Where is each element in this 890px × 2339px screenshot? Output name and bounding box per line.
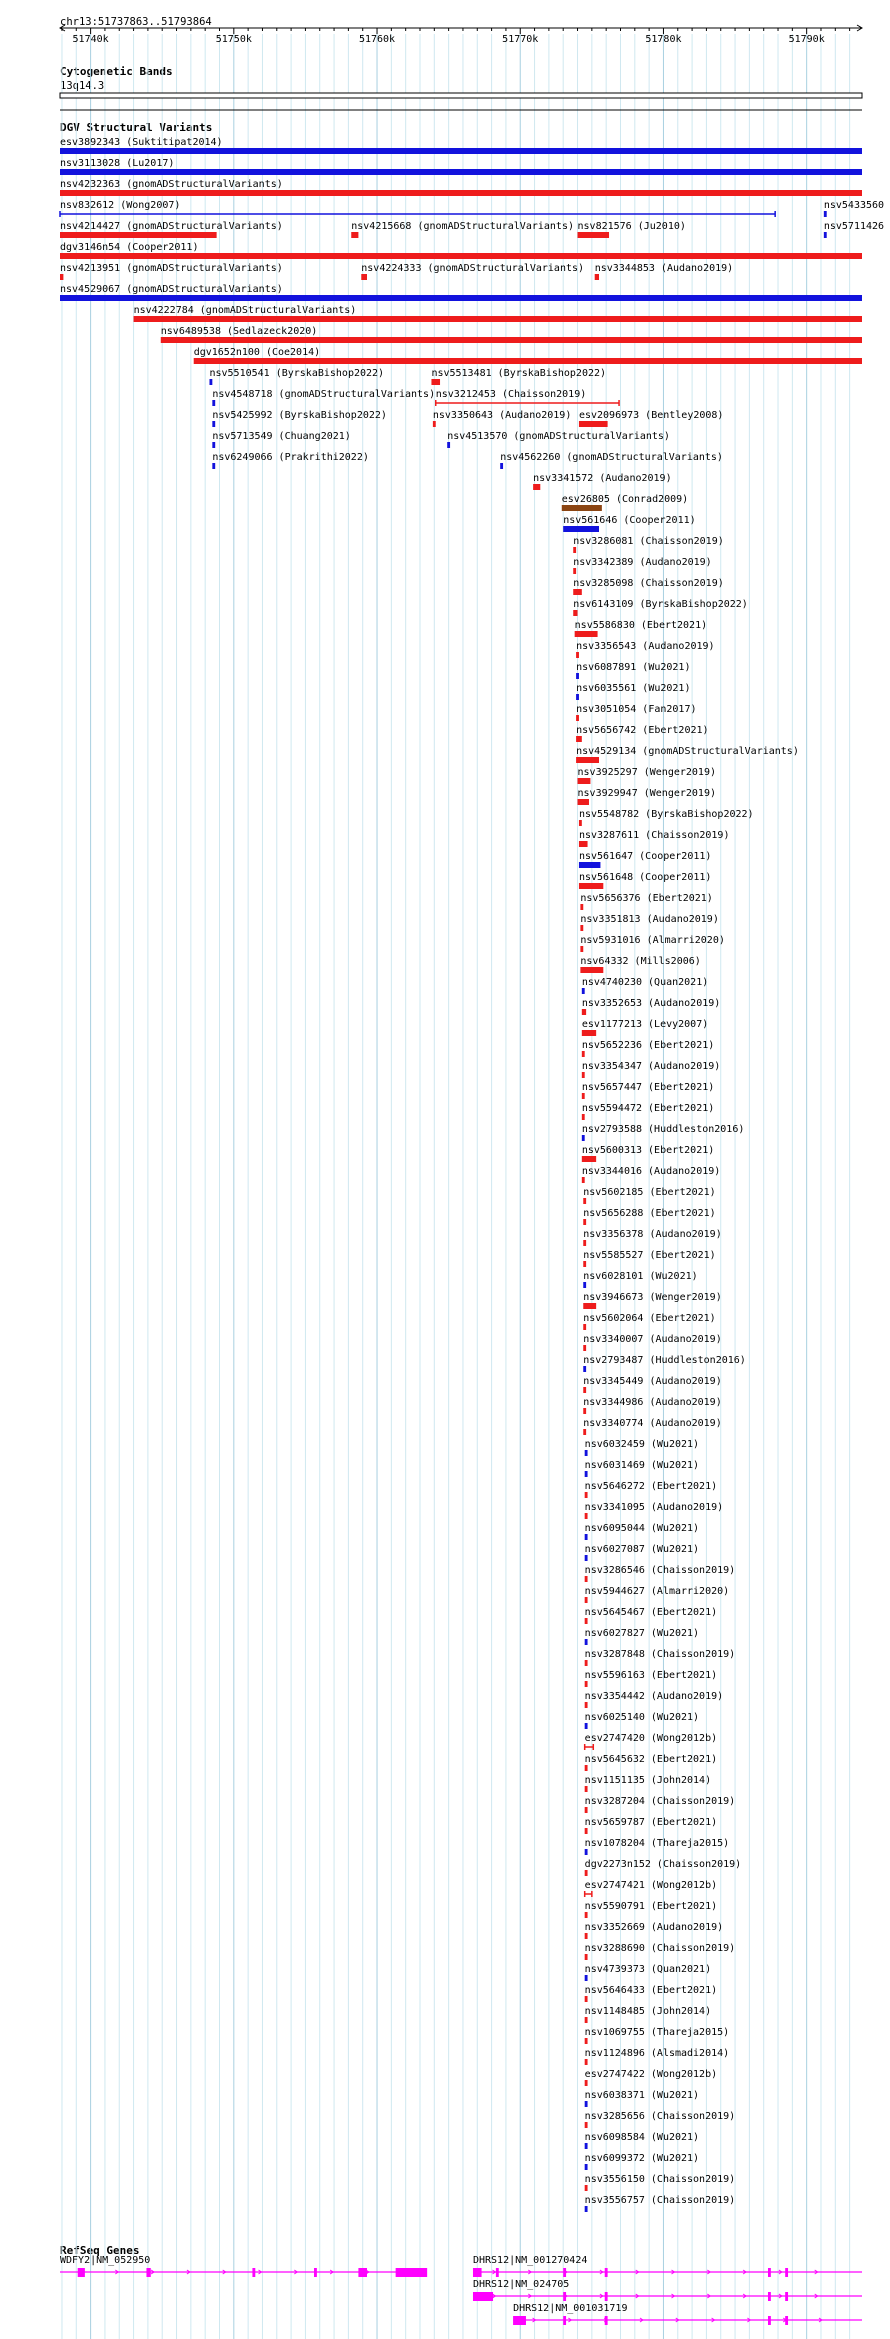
variant-bar[interactable] [433,421,436,427]
gene-exon[interactable] [768,2316,771,2325]
variant-bar[interactable] [580,946,583,952]
variant-label[interactable]: nsv1078204 (Thareja2015) [584,1838,730,1849]
variant-label[interactable]: nsv3113028 (Lu2017) [60,158,175,169]
variant-label[interactable]: nsv4214427 (gnomADStructuralVariants) [60,221,283,232]
variant-label[interactable]: nsv3341572 (Audano2019) [533,473,672,484]
variant-bar[interactable] [573,568,576,574]
variant-label[interactable]: nsv4529067 (gnomADStructuralVariants) [60,284,283,295]
variant-label[interactable]: nsv1148485 (John2014) [584,2006,712,2017]
variant-bar[interactable] [583,1219,586,1225]
gene-exon[interactable] [496,2268,499,2277]
variant-label[interactable]: nsv3285656 (Chaisson2019) [584,2111,736,2122]
variant-label[interactable]: esv2747421 (Wong2012b) [584,1880,718,1891]
variant-label[interactable]: nsv3556757 (Chaisson2019) [584,2195,736,2206]
variant-label[interactable]: nsv5645632 (Ebert2021) [584,1754,718,1765]
variant-bar[interactable] [60,232,217,238]
variant-bar[interactable] [134,316,862,322]
gene-exon[interactable] [146,2268,150,2277]
variant-bar[interactable] [582,1009,586,1015]
variant-bar[interactable] [563,526,599,532]
ruler-tick-label: 51790k [788,34,825,45]
variant-bar[interactable] [579,820,582,826]
ruler-tick-label: 51780k [645,34,682,45]
variant-bar[interactable] [582,1156,596,1162]
variant-label[interactable]: nsv3287204 (Chaisson2019) [584,1796,736,1807]
variant-label[interactable]: nsv4232363 (gnomADStructuralVariants) [60,179,283,190]
variant-bar[interactable] [585,2185,588,2191]
variant-bar[interactable] [578,778,591,784]
cytoband-label: 13q14.3 [60,80,105,92]
variant-bar[interactable] [585,1702,588,1708]
variant-bar[interactable] [583,1408,586,1414]
variant-label[interactable]: nsv5602185 (Ebert2021) [583,1187,716,1198]
variant-label[interactable]: nsv3342389 (Audano2019) [573,557,712,568]
variant-label[interactable]: nsv3354442 (Audano2019) [584,1691,724,1702]
variant-label[interactable]: nsv5510541 (ByrskaBishop2022) [209,368,385,379]
variant-label[interactable]: nsv3946673 (Wenger2019) [583,1292,722,1303]
variant-bar[interactable] [585,1450,588,1456]
gene-exon[interactable] [768,2292,771,2301]
gene-exon[interactable] [605,2292,608,2301]
variant-bar[interactable] [585,1975,588,1981]
variant-label[interactable]: nsv4529134 (gnomADStructuralVariants) [576,746,799,757]
variant-bar[interactable] [585,1555,588,1561]
gene-exon[interactable] [768,2268,771,2277]
variant-bar[interactable] [576,757,599,763]
variant-label[interactable]: nsv561646 (Cooper2011) [563,515,696,526]
variant-bar[interactable] [585,1870,588,1876]
variant-bar[interactable] [585,2059,588,2065]
variant-label[interactable]: nsv3354347 (Audano2019) [581,1061,721,1072]
variant-label[interactable]: nsv6027827 (Wu2021) [584,1628,700,1639]
variant-label[interactable]: nsv2793487 (Huddleston2016) [583,1355,746,1366]
gene-label[interactable]: WDFY2|NM_052950 [60,2255,151,2266]
variant-bar[interactable] [576,652,579,658]
ruler-tick-label: 51750k [215,34,252,45]
variant-label[interactable]: nsv3352669 (Audano2019) [584,1922,724,1933]
variant-label[interactable]: dgv2273n152 (Chaisson2019) [584,1859,742,1870]
variant-bar[interactable] [582,1114,585,1120]
variant-label[interactable]: nsv3287848 (Chaisson2019) [584,1649,736,1660]
variant-label[interactable]: dgv1652n100 (Coe2014) [193,347,321,358]
variant-label[interactable]: nsv821576 (Ju2010) [577,221,686,232]
variant-label[interactable]: nsv3344016 (Audano2019) [581,1166,721,1177]
variant-bar[interactable] [576,715,579,721]
variant-label[interactable]: nsv1069755 (Thareja2015) [584,2027,730,2038]
variant-bar[interactable] [585,1828,588,1834]
gene-label[interactable]: DHRS12|NM_024705 [472,2279,570,2290]
variant-bar[interactable] [573,610,577,616]
variant-label[interactable]: nsv6249066 (Prakrithi2022) [212,452,369,463]
variant-bar[interactable] [585,2038,588,2044]
variant-label[interactable]: nsv5931016 (Almarri2020) [580,935,725,946]
variant-bar[interactable] [585,1765,588,1771]
dgv-track-title: DGV Structural Variants [60,121,213,134]
variant-bar[interactable] [212,400,215,406]
variant-label[interactable]: nsv3286546 (Chaisson2019) [584,1565,736,1576]
cytoband-bar [60,93,862,98]
variant-bar[interactable] [585,1597,588,1603]
variant-bar[interactable] [585,1786,588,1792]
variant-bar[interactable] [583,1387,586,1393]
variant-bar[interactable] [447,442,450,448]
variant-label[interactable]: nsv4739373 (Quan2021) [584,1964,712,1975]
variant-label[interactable]: nsv5646433 (Ebert2021) [584,1985,718,1996]
variant-bar[interactable] [585,1912,588,1918]
variant-bar[interactable] [585,2017,588,2023]
gene-exon[interactable] [785,2292,788,2301]
variant-bar[interactable] [582,1135,585,1141]
variant-bar[interactable] [585,1954,588,1960]
variant-bar[interactable] [576,694,579,700]
variant-bar[interactable] [580,925,583,931]
variant-bar[interactable] [582,1093,585,1099]
variant-bar[interactable] [585,2122,588,2128]
variant-label[interactable]: nsv5656288 (Ebert2021) [583,1208,716,1219]
gene-exon[interactable] [563,2316,566,2325]
variant-bar[interactable] [583,1261,586,1267]
variant-bar[interactable] [585,1471,588,1477]
variant-bar[interactable] [60,190,862,196]
variant-label[interactable]: nsv3356378 (Audano2019) [583,1229,722,1240]
variant-label[interactable]: nsv5548782 (ByrskaBishop2022) [578,809,754,820]
variant-bar[interactable] [578,799,589,805]
gene-exon[interactable] [358,2268,367,2277]
variant-bar[interactable] [582,988,585,994]
variant-label[interactable]: nsv3351813 (Audano2019) [580,914,719,925]
variant-label[interactable]: nsv5711426 [823,221,885,232]
variant-label[interactable]: nsv3352653 (Audano2019) [581,998,721,1009]
variant-label[interactable]: nsv3345449 (Audano2019) [583,1376,722,1387]
variant-label[interactable]: nsv3340007 (Audano2019) [583,1334,722,1345]
gene-exon[interactable] [605,2268,608,2277]
variant-label[interactable]: nsv4213951 (gnomADStructuralVariants) [60,263,283,274]
variant-bar[interactable] [161,337,862,343]
variant-label[interactable]: nsv6035561 (Wu2021) [576,683,691,694]
variant-label[interactable]: nsv3288690 (Chaisson2019) [584,1943,736,1954]
variant-bar[interactable] [579,862,600,868]
variant-label[interactable]: nsv4740230 (Quan2021) [581,977,709,988]
variant-label[interactable]: nsv5602064 (Ebert2021) [583,1313,716,1324]
variant-bar[interactable] [212,421,215,427]
variant-label[interactable]: nsv3556150 (Chaisson2019) [584,2174,736,2185]
variant-bar[interactable] [533,484,540,490]
variant-label[interactable]: nsv3344986 (Audano2019) [583,1397,722,1408]
gene-exon[interactable] [785,2268,788,2277]
variant-bar[interactable] [585,2164,588,2170]
gene-exon[interactable] [473,2292,493,2301]
variant-bar[interactable] [60,148,862,154]
variant-label[interactable]: nsv6038371 (Wu2021) [584,2090,700,2101]
variant-bar[interactable] [585,2143,588,2149]
variant-bar[interactable] [585,1639,588,1645]
variant-bar[interactable] [585,1660,588,1666]
variant-label[interactable]: nsv4224333 (gnomADStructuralVariants) [361,263,585,274]
variant-label[interactable]: nsv3340774 (Audano2019) [583,1418,722,1429]
variant-label[interactable]: nsv5652236 (Ebert2021) [581,1040,715,1051]
variant-bar[interactable] [60,274,63,280]
variant-bar[interactable] [585,1849,588,1855]
coordinate-label: chr13:51737863..51793864 [60,16,212,28]
variant-bar[interactable] [585,2080,588,2086]
variant-bar[interactable] [585,1933,588,1939]
variant-label[interactable]: nsv6087891 (Wu2021) [576,662,691,673]
variant-bar[interactable] [578,232,610,238]
variant-bar[interactable] [585,1723,588,1729]
variant-label[interactable]: nsv5713549 (Chuang2021) [212,431,351,442]
variant-label[interactable]: esv2096973 (Bentley2008) [578,410,724,421]
variant-bar[interactable] [585,1534,588,1540]
variant-label[interactable]: nsv5594472 (Ebert2021) [581,1103,715,1114]
variant-label[interactable]: nsv5586830 (Ebert2021) [574,620,708,631]
variant-label[interactable]: dgv3146n54 (Cooper2011) [60,242,199,253]
variant-label[interactable]: nsv5600313 (Ebert2021) [581,1145,715,1156]
cytoband-track-title: Cytogenetic Bands [60,65,173,78]
variant-label[interactable]: nsv5425992 (ByrskaBishop2022) [212,410,387,421]
variant-bar[interactable] [562,505,602,511]
variant-label[interactable]: nsv3341095 (Audano2019) [584,1502,724,1513]
variant-bar[interactable] [579,883,603,889]
variant-bar[interactable] [585,1492,588,1498]
variant-bar[interactable] [585,2101,588,2107]
variant-bar[interactable] [500,463,503,469]
variant-label[interactable]: esv26805 (Conrad2009) [561,494,689,505]
variant-label[interactable]: nsv3925297 (Wenger2019) [577,767,717,778]
variant-bar[interactable] [585,1681,588,1687]
variant-bar[interactable] [585,2206,588,2212]
variant-label[interactable]: nsv6028101 (Wu2021) [583,1271,698,1282]
variant-bar[interactable] [585,1576,588,1582]
variant-bar[interactable] [583,1303,596,1309]
variant-label[interactable]: nsv561648 (Cooper2011) [578,872,712,883]
variant-label[interactable]: nsv6032459 (Wu2021) [584,1439,700,1450]
variant-bar[interactable] [60,295,862,301]
variant-label[interactable]: nsv6025140 (Wu2021) [584,1712,700,1723]
variant-label[interactable]: esv2747422 (Wong2012b) [584,2069,718,2080]
variant-label[interactable]: nsv6099372 (Wu2021) [584,2153,700,2164]
variant-bar[interactable] [575,631,598,637]
gene-exon[interactable] [314,2268,317,2277]
variant-label[interactable]: nsv4548718 (gnomADStructuralVariants) [212,389,436,400]
variant-bar[interactable] [194,358,862,364]
variant-label[interactable]: nsv5433560 [823,200,885,211]
variant-bar[interactable] [576,673,579,679]
variant-label[interactable]: nsv6031469 (Wu2021) [584,1460,700,1471]
variant-bar[interactable] [583,1324,586,1330]
gene-label[interactable]: DHRS12|NM_001270424 [472,2255,588,2266]
variant-bar[interactable] [431,379,440,385]
variant-label[interactable]: esv3892343 (Suktitipat2014) [60,137,223,148]
variant-bar[interactable] [580,904,583,910]
variant-bar[interactable] [583,1345,586,1351]
variant-label[interactable]: nsv5585527 (Ebert2021) [583,1250,716,1261]
variant-bar[interactable] [583,1366,586,1372]
variant-label[interactable]: nsv3929947 (Wenger2019) [577,788,717,799]
variant-label[interactable]: nsv3350643 (Audano2019) [432,410,572,421]
variant-bar[interactable] [585,1807,588,1813]
variant-label[interactable]: nsv6098584 (Wu2021) [584,2132,700,2143]
variant-bar[interactable] [582,1051,585,1057]
variant-bar[interactable] [351,232,358,238]
variant-label[interactable]: nsv5659787 (Ebert2021) [584,1817,718,1828]
gene-exon[interactable] [473,2268,482,2277]
refseq-track-title: RefSeq Genes [60,2244,140,2257]
variant-bar[interactable] [585,1996,588,2002]
variant-bar[interactable] [580,967,603,973]
variant-label[interactable]: nsv4215668 (gnomADStructuralVariants) [351,221,575,232]
gene-exon[interactable] [396,2268,428,2277]
variant-label[interactable]: esv1177213 (Levy2007) [581,1019,709,1030]
gene-label[interactable]: DHRS12|NM_001031719 [513,2303,628,2314]
variant-bar[interactable] [579,841,588,847]
variant-bar[interactable] [573,589,582,595]
variant-bar[interactable] [576,736,582,742]
variant-bar[interactable] [582,1072,585,1078]
variant-label[interactable]: nsv3344853 (Audano2019) [594,263,734,274]
variant-bar[interactable] [585,1513,588,1519]
variant-label[interactable]: nsv1124896 (Alsmadi2014) [584,2048,730,2059]
variant-label[interactable]: nsv64332 (Mills2006) [580,956,701,967]
variant-label[interactable]: nsv5656376 (Ebert2021) [580,893,713,904]
variant-label[interactable]: nsv6027087 (Wu2021) [584,1544,700,1555]
variant-label[interactable]: nsv3287611 (Chaisson2019) [578,830,730,841]
variant-bar[interactable] [573,547,576,553]
variant-label[interactable]: nsv6489538 (Sedlazeck2020) [160,326,318,337]
variant-label[interactable]: nsv4562260 (gnomADStructuralVariants) [500,452,723,463]
variant-label[interactable]: nsv3286081 (Chaisson2019) [573,536,724,547]
variant-bar[interactable] [582,1030,596,1036]
variant-bar[interactable] [212,442,215,448]
variant-bar[interactable] [579,421,608,427]
variant-bar[interactable] [824,232,827,238]
variant-label[interactable]: nsv832612 (Wong2007) [60,200,181,211]
variant-bar[interactable] [583,1240,586,1246]
variant-bar[interactable] [209,379,212,385]
variant-label[interactable]: nsv5596163 (Ebert2021) [584,1670,718,1681]
variant-bar[interactable] [361,274,367,280]
variant-label[interactable]: nsv1151135 (John2014) [584,1775,712,1786]
variant-label[interactable]: nsv5657447 (Ebert2021) [581,1082,715,1093]
ruler-tick-label: 51760k [358,34,396,45]
variant-bar[interactable] [583,1198,586,1204]
variant-label[interactable]: nsv5656742 (Ebert2021) [576,725,709,736]
variant-bar[interactable] [583,1429,586,1435]
variant-label[interactable]: nsv561647 (Cooper2011) [578,851,712,862]
variant-label[interactable]: nsv6143109 (ByrskaBishop2022) [573,599,748,610]
variant-bar[interactable] [60,169,862,175]
gene-exon[interactable] [252,2268,255,2277]
variant-bar[interactable] [585,1618,588,1624]
ruler-tick-label: 51770k [502,34,539,45]
variant-bar[interactable] [595,274,599,280]
variant-label[interactable]: nsv4222784 (gnomADStructuralVariants) [133,305,357,316]
variant-label[interactable]: nsv3356543 (Audano2019) [576,641,715,652]
variant-bar[interactable] [583,1282,586,1288]
variant-bar[interactable] [582,1177,585,1183]
variant-label[interactable]: nsv5513481 (ByrskaBishop2022) [431,368,607,379]
variant-label[interactable]: nsv6095044 (Wu2021) [584,1523,700,1534]
variant-bar[interactable] [824,211,827,217]
variant-label[interactable]: nsv4513570 (gnomADStructuralVariants) [447,431,670,442]
variant-label[interactable]: nsv5645467 (Ebert2021) [584,1607,718,1618]
gene-exon[interactable] [513,2316,526,2325]
variant-label[interactable]: nsv3212453 (Chaisson2019) [435,389,587,400]
variant-bar[interactable] [60,253,862,259]
variant-bar[interactable] [212,463,215,469]
variant-label[interactable]: nsv3285098 (Chaisson2019) [573,578,724,589]
ruler-tick-label: 51740k [72,34,109,45]
variant-label[interactable]: nsv5646272 (Ebert2021) [584,1481,718,1492]
variant-label[interactable]: esv2747420 (Wong2012b) [584,1733,718,1744]
variant-label[interactable]: nsv5944627 (Almarri2020) [584,1586,730,1597]
variant-label[interactable]: nsv3051054 (Fan2017) [576,704,697,715]
variant-label[interactable]: nsv5590791 (Ebert2021) [584,1901,718,1912]
variant-label[interactable]: nsv2793588 (Huddleston2016) [581,1124,745,1135]
